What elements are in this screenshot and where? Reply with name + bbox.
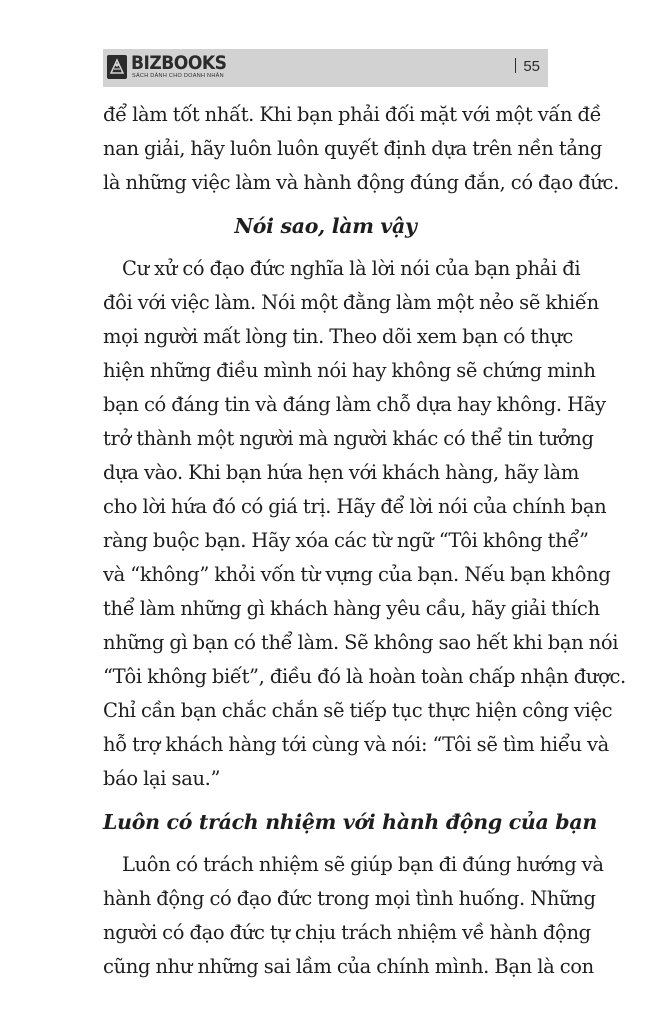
body-line: đôi với việc làm. Nói một đằng làm một nẻo sẽ khiến: [103, 291, 599, 314]
page-number-divider: [515, 58, 516, 73]
body-line: cho lời hứa đó có giá trị. Hãy để lời nói của chính bạn: [103, 495, 607, 518]
body-line: trở thành một người mà người khác có thể tin tưởng: [103, 427, 594, 450]
body-line: báo lại sau.”: [103, 767, 221, 790]
bizbooks-logo-icon: [107, 55, 127, 79]
body-line: để làm tốt nhất. Khi bạn phải đối mặt với một vấn đề: [103, 103, 602, 126]
page-number-value: 55: [523, 58, 540, 75]
body-line: là những việc làm và hành động đúng đắn, có đạo đức.: [103, 171, 619, 194]
body-line: thể làm những gì khách hàng yêu cầu, hãy giải thích: [103, 597, 600, 620]
logo-tagline: SÁCH DÀNH CHO DOANH NHÂN: [132, 73, 224, 79]
body-line: mọi người mất lòng tin. Theo dõi xem bạn có thực: [103, 325, 573, 348]
body-line: bạn có đáng tin và đáng làm chỗ dựa hay không. Hãy: [103, 393, 606, 416]
body-line: “Tôi không biết”, điều đó là hoàn toàn chấp nhận được.: [103, 665, 626, 688]
section-heading: Luôn có trách nhiệm với hành động của bạn: [103, 810, 597, 834]
body-line: người có đạo đức tự chịu trách nhiệm về hành động: [103, 921, 591, 944]
body-line: những gì bạn có thể làm. Sẽ không sao hết khi bạn nói: [103, 631, 619, 654]
body-line: cũng như những sai lầm của chính mình. Bạn là con: [103, 955, 594, 978]
body-line: ràng buộc bạn. Hãy xóa các từ ngữ “Tôi không thể”: [103, 529, 589, 552]
body-line: hành động có đạo đức trong mọi tình huống. Những: [103, 887, 596, 910]
body-line: và “không” khỏi vốn từ vựng của bạn. Nếu bạn không: [103, 563, 611, 586]
body-line: Chỉ cần bạn chắc chắn sẽ tiếp tục thực hiện công việc: [103, 699, 613, 722]
body-line: nan giải, hãy luôn luôn quyết định dựa trên nền tảng: [103, 137, 602, 160]
page-number: [515, 58, 540, 75]
body-line: Luôn có trách nhiệm sẽ giúp bạn đi đúng hướng và: [122, 853, 604, 876]
body-line: hiện những điều mình nói hay không sẽ chứng minh: [103, 359, 596, 382]
section-heading: Nói sao, làm vậy: [234, 214, 417, 238]
body-line: Cư xử có đạo đức nghĩa là lời nói của bạn phải đi: [122, 257, 581, 280]
page-header: [103, 49, 548, 87]
body-line: dựa vào. Khi bạn hứa hẹn với khách hàng, hãy làm: [103, 461, 579, 484]
logo-name: BIZBOOKS: [131, 52, 227, 74]
body-line: hỗ trợ khách hàng tới cùng và nói: “Tôi sẽ tìm hiểu và: [103, 733, 609, 756]
